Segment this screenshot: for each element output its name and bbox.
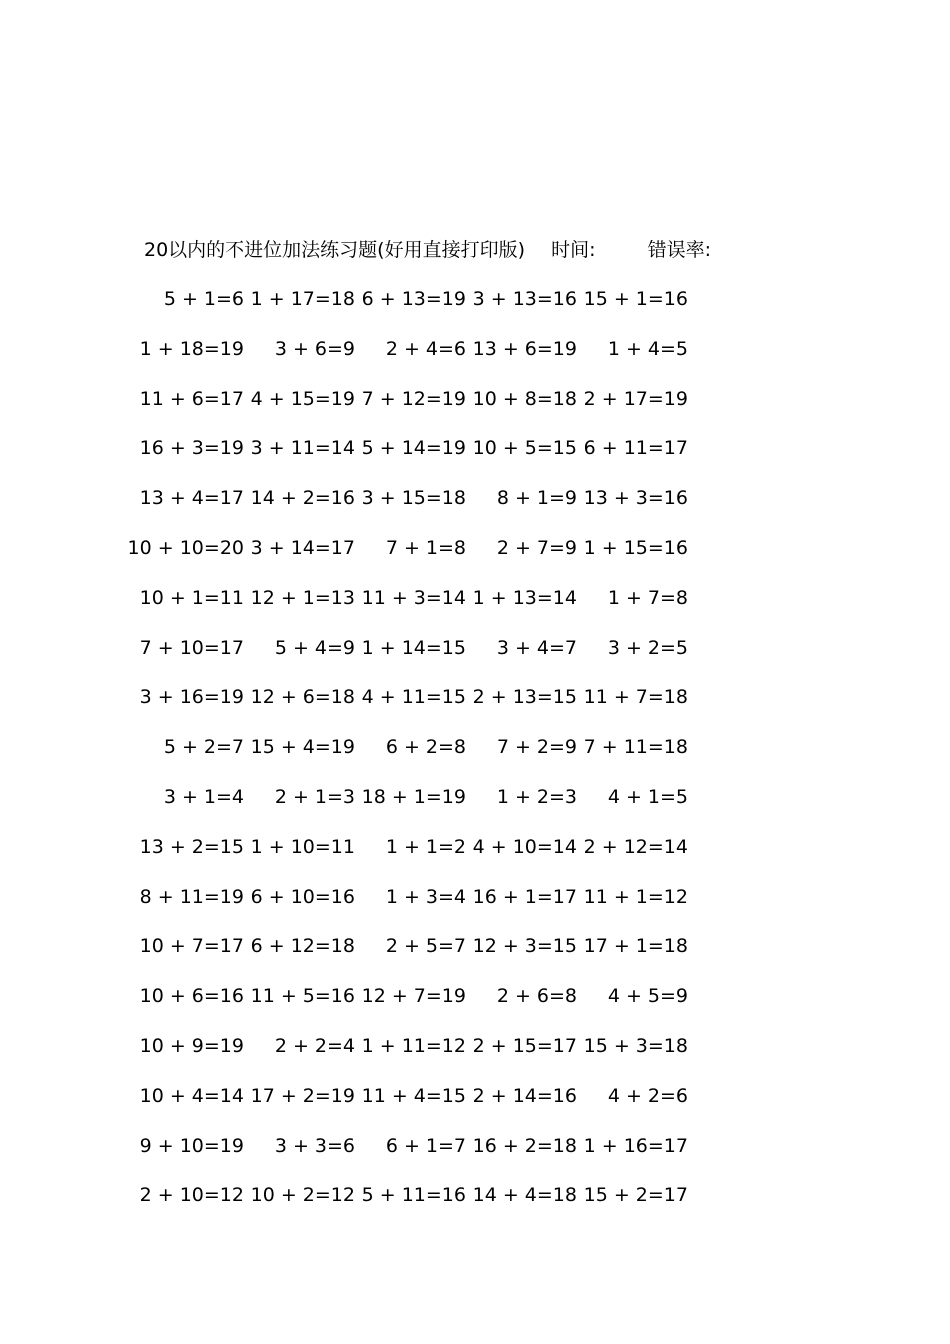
exercise-item: 3 + 4=7 bbox=[496, 636, 577, 659]
exercise-item: 6 + 1=7 bbox=[385, 1134, 466, 1157]
exercise-item: 8 + 11=19 bbox=[139, 885, 244, 908]
exercise-item: 10 + 7=17 bbox=[139, 935, 244, 958]
exercise-item: 2 + 14=16 bbox=[472, 1084, 577, 1107]
exercise-item: 3 + 1=4 bbox=[163, 785, 244, 808]
exercise-item: 11 + 4=15 bbox=[361, 1084, 466, 1107]
exercise-item: 4 + 2=6 bbox=[607, 1084, 688, 1107]
exercise-row bbox=[0, 633, 950, 683]
exercise-item: 3 + 6=9 bbox=[274, 337, 355, 360]
error-rate-label: 错误率: bbox=[647, 239, 712, 261]
exercise-item: 8 + 1=9 bbox=[496, 487, 577, 510]
exercise-item: 2 + 4=6 bbox=[385, 337, 466, 360]
exercise-item: 1 + 1=2 bbox=[385, 835, 466, 858]
exercise-item: 3 + 16=19 bbox=[139, 686, 244, 709]
exercise-item: 12 + 1=13 bbox=[250, 586, 355, 609]
exercise-item: 1 + 15=16 bbox=[583, 536, 688, 559]
exercise-item: 2 + 1=3 bbox=[274, 785, 355, 808]
exercise-item: 1 + 14=15 bbox=[361, 636, 466, 659]
exercise-item: 4 + 15=19 bbox=[250, 387, 355, 410]
exercise-item: 12 + 7=19 bbox=[361, 985, 466, 1008]
exercise-item: 7 + 11=18 bbox=[583, 736, 688, 759]
exercise-item: 10 + 1=11 bbox=[139, 586, 244, 609]
exercise-item: 1 + 10=11 bbox=[250, 835, 355, 858]
exercise-item: 6 + 2=8 bbox=[385, 736, 466, 759]
time-label: 时间: bbox=[551, 239, 596, 261]
exercise-item: 6 + 13=19 bbox=[361, 288, 466, 310]
exercise-item: 18 + 1=19 bbox=[361, 785, 466, 808]
exercise-row bbox=[0, 732, 950, 782]
exercise-row bbox=[0, 433, 950, 483]
exercise-item: 15 + 4=19 bbox=[250, 736, 355, 759]
exercise-item: 2 + 17=19 bbox=[583, 387, 688, 410]
exercise-item: 5 + 11=16 bbox=[361, 1184, 466, 1207]
exercise-item: 10 + 9=19 bbox=[139, 1034, 244, 1057]
exercise-row bbox=[0, 682, 950, 732]
exercise-row bbox=[0, 334, 950, 384]
exercise-row bbox=[0, 981, 950, 1031]
exercise-item: 12 + 3=15 bbox=[472, 935, 577, 958]
exercise-row bbox=[0, 832, 950, 882]
exercise-item: 1 + 4=5 bbox=[607, 337, 688, 360]
exercise-item: 10 + 6=16 bbox=[139, 985, 244, 1008]
exercise-item: 11 + 5=16 bbox=[250, 985, 355, 1008]
exercise-item: 1 + 3=4 bbox=[385, 885, 466, 908]
exercise-item: 4 + 10=14 bbox=[472, 835, 577, 858]
exercise-item: 16 + 1=17 bbox=[472, 885, 577, 908]
exercise-row bbox=[0, 782, 950, 832]
exercise-item: 10 + 10=20 bbox=[127, 536, 244, 559]
exercise-item: 10 + 5=15 bbox=[472, 437, 577, 460]
exercise-item: 2 + 10=12 bbox=[139, 1184, 244, 1207]
exercise-item: 1 + 17=18 bbox=[250, 288, 355, 310]
exercise-item: 1 + 11=12 bbox=[361, 1034, 466, 1057]
exercise-item: 3 + 14=17 bbox=[250, 536, 355, 559]
exercise-row bbox=[0, 1180, 950, 1230]
exercise-item: 15 + 1=16 bbox=[583, 288, 688, 310]
exercise-item: 16 + 2=18 bbox=[472, 1134, 577, 1157]
exercise-item: 12 + 6=18 bbox=[250, 686, 355, 709]
exercise-row bbox=[0, 284, 950, 334]
exercise-item: 7 + 12=19 bbox=[361, 387, 466, 410]
exercise-row bbox=[0, 384, 950, 434]
exercise-item: 7 + 1=8 bbox=[385, 536, 466, 559]
exercise-item: 6 + 12=18 bbox=[250, 935, 355, 958]
exercise-grid bbox=[0, 284, 950, 1230]
exercise-row bbox=[0, 1081, 950, 1131]
exercise-item: 4 + 11=15 bbox=[361, 686, 466, 709]
exercise-item: 13 + 3=16 bbox=[583, 487, 688, 510]
exercise-item: 3 + 15=18 bbox=[361, 487, 466, 510]
exercise-item: 1 + 18=19 bbox=[139, 337, 244, 360]
exercise-item: 17 + 2=19 bbox=[250, 1084, 355, 1107]
exercise-item: 15 + 2=17 bbox=[583, 1184, 688, 1207]
title-line bbox=[144, 236, 711, 264]
exercise-row bbox=[0, 931, 950, 981]
exercise-item: 3 + 2=5 bbox=[607, 636, 688, 659]
exercise-item: 2 + 6=8 bbox=[496, 985, 577, 1008]
exercise-item: 2 + 7=9 bbox=[496, 536, 577, 559]
exercise-item: 2 + 15=17 bbox=[472, 1034, 577, 1057]
exercise-row bbox=[0, 583, 950, 633]
exercise-item: 14 + 4=18 bbox=[472, 1184, 577, 1207]
exercise-item: 11 + 1=12 bbox=[583, 885, 688, 908]
exercise-row bbox=[0, 1031, 950, 1081]
exercise-item: 10 + 2=12 bbox=[250, 1184, 355, 1207]
worksheet-title: 20以内的不进位加法练习题(好用直接打印版) bbox=[144, 239, 526, 261]
exercise-item: 1 + 16=17 bbox=[583, 1134, 688, 1157]
exercise-item: 1 + 13=14 bbox=[472, 586, 577, 609]
exercise-item: 14 + 2=16 bbox=[250, 487, 355, 510]
exercise-item: 11 + 3=14 bbox=[361, 586, 466, 609]
exercise-item: 6 + 10=16 bbox=[250, 885, 355, 908]
exercise-item: 2 + 2=4 bbox=[274, 1034, 355, 1057]
exercise-item: 5 + 2=7 bbox=[163, 736, 244, 759]
exercise-item: 5 + 14=19 bbox=[361, 437, 466, 460]
exercise-item: 13 + 4=17 bbox=[139, 487, 244, 510]
exercise-row bbox=[0, 533, 950, 583]
exercise-item: 10 + 4=14 bbox=[139, 1084, 244, 1107]
exercise-item: 13 + 2=15 bbox=[139, 835, 244, 858]
exercise-item: 3 + 3=6 bbox=[274, 1134, 355, 1157]
exercise-item: 15 + 3=18 bbox=[583, 1034, 688, 1057]
exercise-item: 13 + 6=19 bbox=[472, 337, 577, 360]
exercise-row bbox=[0, 483, 950, 533]
exercise-item: 9 + 10=19 bbox=[139, 1134, 244, 1157]
exercise-item: 6 + 11=17 bbox=[583, 437, 688, 460]
exercise-item: 4 + 5=9 bbox=[607, 985, 688, 1008]
exercise-item: 7 + 2=9 bbox=[496, 736, 577, 759]
exercise-item: 17 + 1=18 bbox=[583, 935, 688, 958]
exercise-item: 4 + 1=5 bbox=[607, 785, 688, 808]
exercise-item: 5 + 4=9 bbox=[274, 636, 355, 659]
exercise-item: 11 + 7=18 bbox=[583, 686, 688, 709]
exercise-row bbox=[0, 1131, 950, 1181]
exercise-item: 3 + 13=16 bbox=[472, 288, 577, 310]
exercise-item: 1 + 2=3 bbox=[496, 785, 577, 808]
exercise-item: 3 + 11=14 bbox=[250, 437, 355, 460]
exercise-item: 16 + 3=19 bbox=[139, 437, 244, 460]
exercise-item: 10 + 8=18 bbox=[472, 387, 577, 410]
exercise-item: 1 + 7=8 bbox=[607, 586, 688, 609]
exercise-item: 7 + 10=17 bbox=[139, 636, 244, 659]
exercise-item: 2 + 5=7 bbox=[385, 935, 466, 958]
exercise-item: 11 + 6=17 bbox=[139, 387, 244, 410]
exercise-item: 2 + 13=15 bbox=[472, 686, 577, 709]
exercise-item: 5 + 1=6 bbox=[163, 288, 244, 310]
exercise-row bbox=[0, 882, 950, 932]
exercise-item: 2 + 12=14 bbox=[583, 835, 688, 858]
